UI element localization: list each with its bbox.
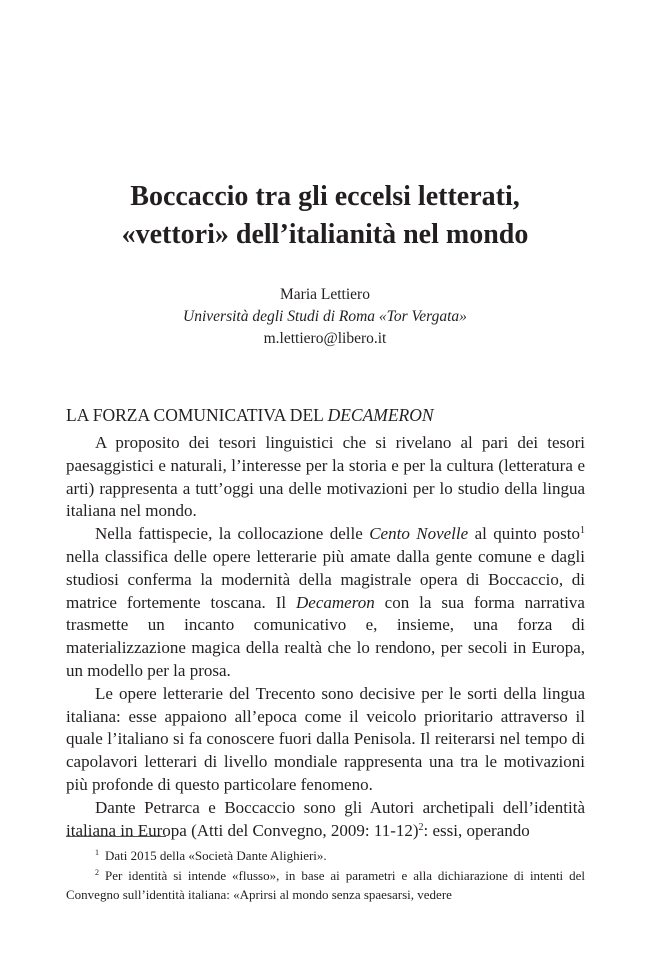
author-affiliation: Università degli Studi di Roma «Tor Vergata» — [183, 308, 467, 325]
section-heading-italic: DECAMERON — [327, 405, 434, 425]
footnote-number: 2 — [95, 867, 99, 877]
paragraph-4-text: : essi, operando — [423, 820, 530, 840]
paragraph-2-text: nella classifica delle opere letterarie più amate dalla gente comune e dagli studiosi conferma la modernità della magistrale opera di Boccaccio, di matrice fortemente toscana. Il — [66, 546, 585, 612]
footnote-1 — [66, 846, 585, 866]
paper-title — [60, 178, 590, 254]
footnote-2 — [66, 866, 585, 905]
italic-title-decameron: Decameron — [296, 592, 375, 612]
author-block — [60, 284, 590, 350]
section-heading — [66, 404, 434, 426]
footnote-text: Per identità si intende «flusso», in base ai parametri e alla dichiarazione di intenti del Convegno sull’identità italiana: «Aprirsi al mondo senza spaesarsi, vedere — [66, 867, 585, 902]
body-text — [66, 432, 585, 842]
footnotes — [66, 846, 585, 905]
footnote-separator — [66, 836, 166, 837]
author-name: Maria Lettiero — [280, 286, 370, 303]
footnote-marker-1[interactable]: 1 — [580, 525, 585, 537]
paragraph-2-text: al quinto posto — [468, 524, 580, 544]
author-email: m.lettiero@libero.it — [263, 330, 387, 347]
footnote-number: 1 — [95, 848, 99, 857]
section-heading-text: LA FORZA COMUNICATIVA DEL — [66, 405, 328, 425]
title-line-1: Boccaccio tra gli eccelsi letterati, — [130, 181, 520, 212]
footnote-marker-2[interactable]: 2 — [418, 821, 424, 833]
footnote-text: Dati 2015 della «Società Dante Alighieri». — [105, 848, 327, 863]
paragraph-2-text: Nella fattispecie, la collocazione delle — [95, 524, 370, 544]
paragraph-2-text: con la sua forma narrativa trasmette un incanto comunicativo e, insieme, una forza di materializzazione magica della realtà che lo rendono, per secoli in Europa, un modello per la prosa. — [66, 592, 585, 680]
paragraph-4-text: Dante Petrarca e Boccaccio sono gli Autori archetipali dell’identità italiana in Europa (Atti del Convegno, 2009: 11-12) — [66, 797, 585, 840]
paragraph-3: Le opere letterarie del Trecento sono decisive per le sorti della lingua italiana: esse appaiono all’epoca come il veicolo prioritario attraverso il quale l’italiano si fa conoscere fuori dalla Penisola. Il reiterarsi nel tempo di capolavori letterari di livello mondiale rappresenta una tra le motivazioni più profonde di questo particolare fenomeno. — [66, 683, 585, 794]
italic-title-cento-novelle: Cento Novelle — [369, 524, 469, 544]
paragraph-1: A proposito dei tesori linguistici che si rivelano al pari dei tesori paesaggistici e naturali, l’interesse per la storia e per la cultura (letteratura e arti) rappresenta a tutt’oggi una delle motivazioni per lo studio della lingua italiana nel mondo. — [66, 433, 585, 521]
paragraph-2 — [66, 523, 585, 683]
title-line-2: «vettori» dell’italianità nel mondo — [121, 219, 529, 250]
